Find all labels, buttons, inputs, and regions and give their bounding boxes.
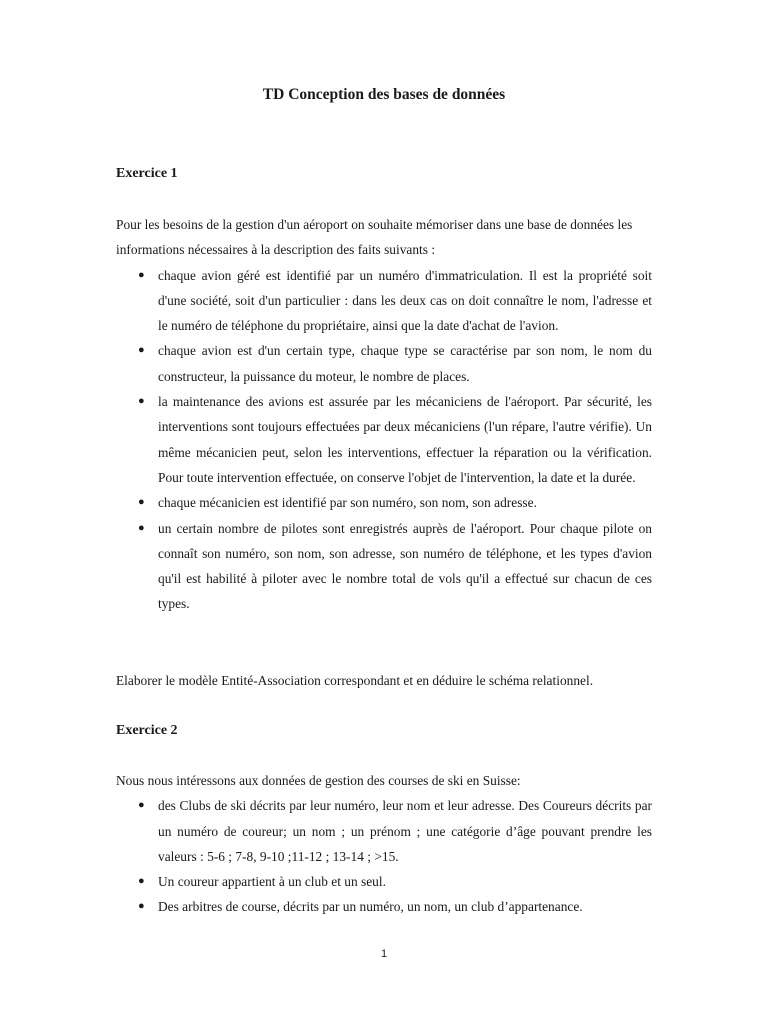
- list-item: [116, 894, 652, 919]
- list-item-text: Des arbitres de course, décrits par un numéro, un nom, un club d’appartenance.: [158, 899, 583, 915]
- list-item-text: la maintenance des avions est assurée par les mécaniciens de l'aéroport. Par sécurité, les interventions sont toujours effectuées par deux mécaniciens (l'un répare, l'autre vérifie). Un même mécanicien peut, selon les interventions, effectuer la réparation ou la vérification. Pour toute intervention effectuée, on conserve l'objet de l'intervention, la date et la durée.: [158, 394, 652, 485]
- list-item: [116, 516, 652, 617]
- bullet-icon: ●: [138, 799, 145, 812]
- list-item: [116, 338, 652, 389]
- exercise-2-body: [116, 768, 652, 920]
- list-item: [116, 263, 652, 339]
- exercise-2-intro: Nous nous intéressons aux données de gestion des courses de ski en Suisse:: [116, 773, 521, 788]
- bullet-icon: ●: [138, 268, 145, 281]
- list-item: [116, 793, 652, 869]
- exercise-1-heading: Exercice 1: [116, 166, 178, 181]
- list-item-text: des Clubs de ski décrits par leur numéro, leur nom et leur adresse. Des Coureurs décrits par un numéro de coureur; un nom ; un prénom ; une catégorie d’âge pouvant prendre les valeurs : 5-6 ; 7-8, 9-10 ;11-12 ; 13-14 ; >15.: [158, 798, 652, 864]
- exercise-1-body: [116, 212, 652, 617]
- list-item-text: chaque avion est d'un certain type, chaque type se caractérise par son nom, le nom du constructeur, la puissance du moteur, le nombre de places.: [158, 343, 652, 384]
- bullet-icon: ●: [138, 900, 145, 913]
- list-item-text: un certain nombre de pilotes sont enregistrés auprès de l'aéroport. Pour chaque pilote on connaît son numéro, son nom, son adresse, son numéro de téléphone, et les types d'avion qu'il est habilité à piloter avec le nombre total de vols qu'il a effectué sur chacun de ces types.: [158, 520, 652, 612]
- exercise-1-conclusion: Elaborer le modèle Entité-Association correspondant et en déduire le schéma relationnel.: [116, 673, 594, 688]
- list-item: [116, 490, 652, 515]
- list-item: [116, 389, 652, 490]
- list-item-text: chaque mécanicien est identifié par son numéro, son nom, son adresse.: [158, 495, 537, 511]
- list-item-text: chaque avion géré est identifié par un numéro d'immatriculation. Il est la propriété soit d'une société, soit d'un particulier : dans les deux cas on doit connaître le nom, l'adresse et le numéro de téléphone du propriétaire, ainsi que la date d'achat de l'avion.: [158, 267, 652, 334]
- page-number: 1: [380, 948, 388, 960]
- bullet-icon: ●: [138, 496, 145, 509]
- bullet-icon: ●: [138, 395, 145, 408]
- exercise-1-bullet-list: [116, 263, 652, 617]
- exercise-2-heading: Exercice 2: [116, 723, 178, 738]
- bullet-icon: ●: [138, 344, 145, 357]
- list-item-text: Un coureur appartient à un club et un seul.: [158, 874, 386, 890]
- exercise-2-bullet-list: [116, 793, 652, 919]
- document-title: TD Conception des bases de données: [262, 86, 506, 103]
- exercise-1-intro: Pour les besoins de la gestion d'un aéroport on souhaite mémoriser dans une base de données les informations nécessaires à la description des faits suivants :: [116, 217, 633, 258]
- bullet-icon: ●: [138, 875, 145, 888]
- bullet-icon: ●: [138, 521, 145, 534]
- list-item: [116, 869, 652, 894]
- exercise-1-conclusion-block: [116, 668, 652, 693]
